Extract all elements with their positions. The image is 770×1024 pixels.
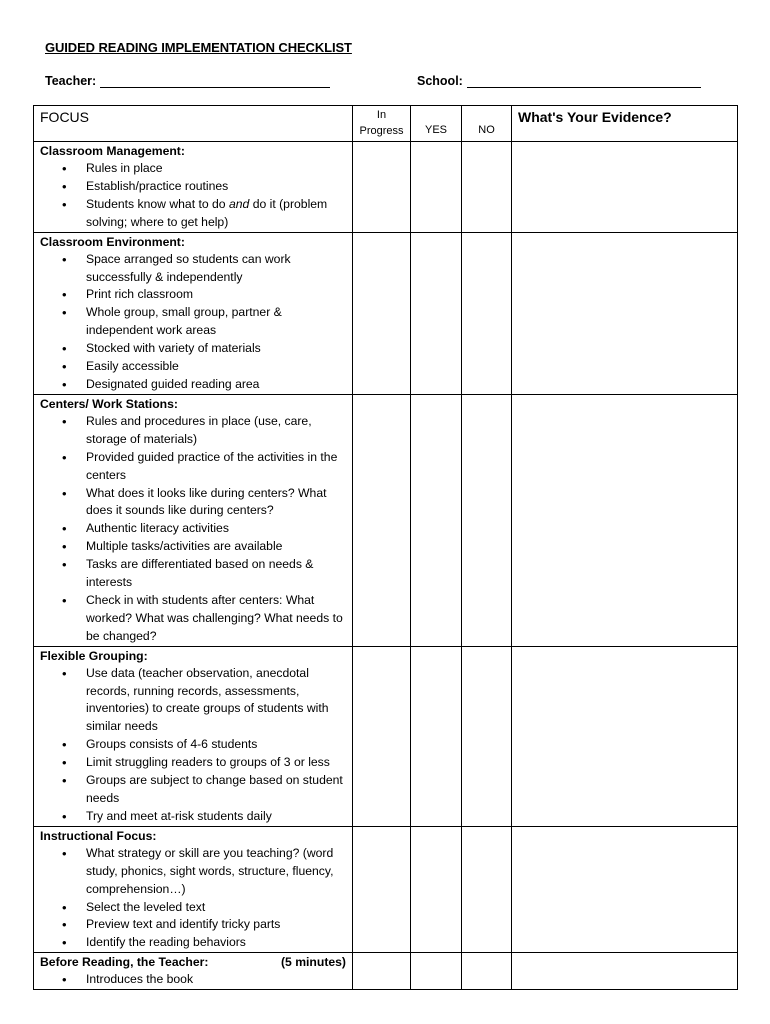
section-duration: (5 minutes) [280, 955, 346, 970]
no-cell[interactable] [462, 826, 512, 952]
in-progress-cell[interactable] [353, 646, 411, 826]
yes-cell[interactable] [411, 142, 462, 233]
yes-cell[interactable] [411, 953, 462, 990]
list-item: • Identify the reading behaviors [40, 934, 348, 952]
list-item: • Check in with students after centers: What worked? What was challenging? What needs to be changed? [40, 592, 348, 646]
emphasis-text: and [228, 196, 250, 211]
evidence-cell[interactable] [512, 826, 738, 952]
section-heading [40, 647, 348, 665]
list-item: • Stocked with variety of materials [40, 340, 348, 358]
page-title: GUIDED READING IMPLEMENTATION CHECKLIST [45, 40, 352, 55]
list-item: • Establish/practice routines [40, 178, 348, 196]
yes-header [411, 106, 462, 142]
list-item: • Space arranged so students can work successfully & independently [40, 251, 348, 287]
list-item: • Rules and procedures in place (use, care, storage of materials) [40, 413, 348, 449]
table-row [34, 826, 738, 952]
list-item: • What strategy or skill are you teaching? (word study, phonics, sight words, structure, fluency, comprehension…) [40, 845, 348, 899]
table-row [34, 646, 738, 826]
section-title: Flexible Grouping: [40, 648, 148, 663]
section-heading [40, 233, 348, 251]
focus-item-list [40, 413, 348, 646]
evidence-cell[interactable] [512, 953, 738, 990]
list-item: • Easily accessible [40, 358, 348, 376]
table-row [34, 142, 738, 233]
focus-cell [34, 646, 353, 826]
teacher-label: Teacher: [45, 74, 97, 88]
focus-cell [34, 826, 353, 952]
section-heading [40, 827, 348, 845]
section-heading [40, 142, 348, 160]
focus-item-list [40, 665, 348, 826]
table-row [34, 953, 738, 990]
evidence-cell[interactable] [512, 394, 738, 646]
header-row [34, 106, 738, 142]
table-row [34, 394, 738, 646]
list-item: • Groups are subject to change based on student needs [40, 772, 348, 808]
list-item: • Try and meet at-risk students daily [40, 808, 348, 826]
section-title: Centers/ Work Stations: [40, 396, 178, 411]
section-title: Classroom Environment: [40, 234, 185, 249]
section-title: Classroom Management: [40, 144, 185, 158]
yes-cell[interactable] [411, 646, 462, 826]
teacher-field [45, 74, 330, 88]
focus-item-list [40, 160, 348, 232]
in-progress-header-line1: In [376, 109, 387, 121]
list-item: • Tasks are differentiated based on needs & interests [40, 556, 348, 592]
focus-cell [34, 142, 353, 233]
focus-item-list [40, 251, 348, 394]
list-item: • Select the leveled text [40, 899, 348, 917]
in-progress-cell[interactable] [353, 232, 411, 394]
list-item: • Use data (teacher observation, anecdotal records, running records, assessments, inventories) to create groups of students with similar needs [40, 665, 348, 737]
list-item: • Rules in place [40, 160, 348, 178]
evidence-cell[interactable] [512, 232, 738, 394]
no-cell[interactable] [462, 142, 512, 233]
yes-cell[interactable] [411, 826, 462, 952]
in-progress-cell[interactable] [353, 953, 411, 990]
list-item: • Students know what to do and do it (problem solving; where to get help) [40, 196, 348, 232]
list-item: • Whole group, small group, partner & independent work areas [40, 304, 348, 340]
section-title: Before Reading, the Teacher: [40, 955, 209, 970]
focus-item-list [40, 971, 348, 989]
no-cell[interactable] [462, 232, 512, 394]
yes-header-label: YES [424, 124, 447, 136]
focus-header: FOCUS [34, 106, 353, 142]
list-item: • Preview text and identify tricky parts [40, 916, 348, 934]
school-field [417, 74, 701, 88]
focus-item-list [40, 845, 348, 952]
teacher-blank-line[interactable] [100, 74, 330, 88]
evidence-cell[interactable] [512, 142, 738, 233]
focus-cell [34, 953, 353, 990]
no-header [462, 106, 512, 142]
in-progress-cell[interactable] [353, 394, 411, 646]
checklist-table [33, 105, 738, 990]
evidence-header: What's Your Evidence? [512, 106, 738, 142]
list-item: • Limit struggling readers to groups of 3 or less [40, 754, 348, 772]
no-header-label: NO [478, 124, 495, 136]
section-title: Instructional Focus: [40, 828, 157, 843]
yes-cell[interactable] [411, 232, 462, 394]
evidence-cell[interactable] [512, 646, 738, 826]
list-item: • What does it looks like during centers? What does it sounds like during centers? [40, 485, 348, 521]
in-progress-header-line2: Progress [359, 125, 404, 137]
no-cell[interactable] [462, 394, 512, 646]
in-progress-header [353, 106, 411, 142]
list-item: • Print rich classroom [40, 286, 348, 304]
yes-cell[interactable] [411, 394, 462, 646]
table-row [34, 232, 738, 394]
focus-cell [34, 232, 353, 394]
list-item: • Authentic literacy activities [40, 520, 348, 538]
section-heading [40, 395, 348, 413]
no-cell[interactable] [462, 953, 512, 990]
list-item: • Introduces the book [40, 971, 348, 989]
school-blank-line[interactable] [467, 74, 701, 88]
no-cell[interactable] [462, 646, 512, 826]
in-progress-cell[interactable] [353, 142, 411, 233]
school-label: School: [417, 74, 463, 88]
focus-cell [34, 394, 353, 646]
section-heading [40, 953, 348, 971]
list-item: • Multiple tasks/activities are available [40, 538, 348, 556]
list-item: • Designated guided reading area [40, 376, 348, 394]
list-item: • Provided guided practice of the activities in the centers [40, 449, 348, 485]
list-item: • Groups consists of 4-6 students [40, 736, 348, 754]
in-progress-cell[interactable] [353, 826, 411, 952]
